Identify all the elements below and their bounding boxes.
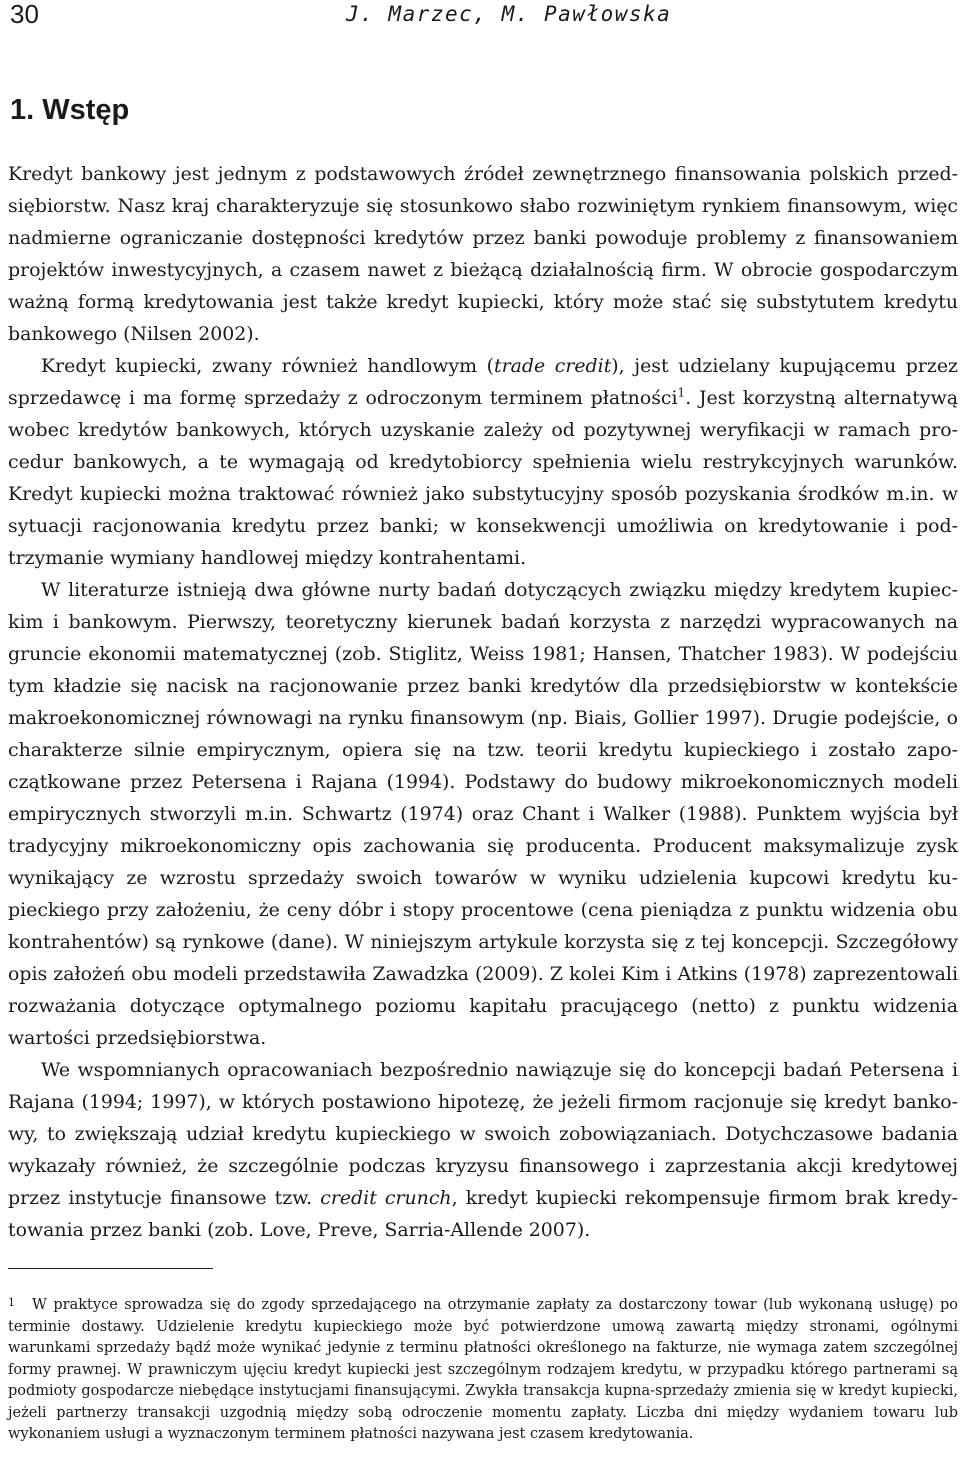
page-header	[6, 0, 956, 30]
footnote-mark: 1	[8, 1296, 15, 1309]
paragraph-1-text: Kredyt bankowy jest jednym z podstawowych źródeł zewnętrznego finansowania polskich przedsiębiorstw. Nasz kraj charakteryzuje się stosunkowo słabo rozwiniętym rynkiem finansowym, więc nadmierne ograniczanie dostępności kredytów przez banki powoduje problemy z finansowaniem projektów inwestycyjnych, a czasem nawet z bieżącą działalnością firm. W obrocie gospodarczym ważną formą kredytowania jest także kredyt kupiecki, który może stać się substytutem kredytu bankowego (Nilsen 2002).	[8, 163, 958, 345]
page-number: 30	[10, 0, 39, 29]
paragraph-2-italic-term: trade credit	[494, 355, 612, 377]
footnote-text: W praktyce sprowadza się do zgody sprzedającego na otrzymanie zapłaty za dostarczony towar (lub wykonaną usługę) po terminie dostawy. Udzielenie kredytu kupieckiego może być potwierdzone umową zawartą między stronami, ogólnymi warunkami sprzedaży bądź może wynikać jedynie z terminu płatności określonego na fakturze, nie wymaga zatem szczególnej formy prawnej. W prawniczym ujęciu kredyt kupiecki jest szczególnym rodzajem kredytu, w przypadku którego partnerami są podmioty gospodarcze niebędące instytucjami finansującymi. Zwykła transakcja kupna-sprzedaży zmienia się w kredyt kupiecki, jeżeli partnerzy transakcji uzgodnią między sobą odroczenie momentu zapłaty. Liczba dni między wydaniem towaru lub wykonaniem usługi a wyznaczonym terminem płatności nazywana jest czasem kredytowania.	[8, 1297, 958, 1442]
section-title: 1. Wstęp	[10, 94, 130, 126]
paragraph-2-after: ), jest udzielany kupującemu przez sprzedawcę i ma formę sprzedaży z odroczonym terminem płatności	[8, 355, 958, 409]
paragraph-2-rest: . Jest korzystną alternatywą wobec kredytów bankowych, których uzyskanie zależy od pozytywnej weryfikacji w ramach procedur bankowych, a te wymagają od kredytobiorcy spełnienia wielu restrykcyjnych warunków. Kredyt kupiecki można traktować również jako substytucyjny sposób pozyskania środków m.in. w sytuacji racjonowania kredytu przez banki; w konsekwencji umożliwia on kredytowanie i podtrzymanie wymiany handlowej między kontrahentami.	[8, 387, 958, 569]
paragraph-4-after: , kredyt kupiecki rekompensuje firmom brak kredytowania przez banki (zob. Love, Preve, Sarria-Allende 2007).	[8, 1187, 958, 1241]
body-text	[8, 158, 958, 1246]
paragraph-1	[8, 158, 958, 350]
paragraph-2	[8, 350, 958, 574]
paragraph-4	[8, 1054, 958, 1246]
footnote	[8, 1295, 958, 1446]
paragraph-4-italic-term: credit crunch	[320, 1187, 452, 1209]
running-head-authors: J. Marzec, M. Pawłowska	[346, 2, 672, 26]
footnote-ref[interactable]: 1	[677, 385, 686, 400]
paragraph-3-text: W literaturze istnieją dwa główne nurty badań dotyczących związku między kredytem kupieckim i bankowym. Pierwszy, teoretyczny kierunek badań korzysta z narzędzi wypracowanych na gruncie ekonomii matematycznej (zob. Stiglitz, Weiss 1981; Hansen, Thatcher 1983). W podejściu tym kładzie się nacisk na racjonowanie przez banki kredytów dla przedsiębiorstw w kontekście makroekonomicznej równowagi na rynku finansowym (np. Biais, Gollier 1997). Drugie podejście, o charakterze silnie empirycznym, opiera się na tzw. teorii kredytu kupieckiego i zostało zapoczątkowane przez Petersena i Rajana (1994). Podstawy do budowy mikroekonomicznych modeli empirycznych stworzyli m.in. Schwartz (1974) oraz Chant i Walker (1988). Punktem wyjścia był tradycyjny mikroekonomiczny opis zachowania się producenta. Producent maksymalizuje zysk wynikający ze wzrostu sprzedaży swoich towarów w wyniku udzielenia kupcowi kredytu kupieckiego przy założeniu, że ceny dóbr i stopy procentowe (cena pieniądza z punktu widzenia obu kontrahentów) są rynkowe (dane). W niniejszym artykule korzysta się z tej koncepcji. Szczegółowy opis założeń obu modeli przedstawiła Zawadzka (2009). Z kolei Kim i Atkins (1978) zaprezentowali rozważania dotyczące optymalnego poziomu kapitału pracującego (netto) z punktu widzenia wartości przedsiębiorstwa.	[8, 579, 958, 1049]
paragraph-3	[8, 574, 958, 1054]
paragraph-4-before: We wspomnianych opracowaniach bezpośrednio nawiązuje się do koncepcji badań Petersena i Rajana (1994; 1997), w których postawiono hipotezę, że jeżeli firmom racjonuje się kredyt bankowy, to zwiększają udział kredytu kupieckiego w swoich zobowiązaniach. Dotychczasowe badania wykazały również, że szczególnie podczas kryzysu finansowego i zaprzestania akcji kredytowej przez instytucje finansowe tzw.	[8, 1059, 958, 1209]
paragraph-2-before: Kredyt kupiecki, zwany również handlowym (	[41, 355, 495, 377]
footnote-divider	[8, 1268, 213, 1269]
